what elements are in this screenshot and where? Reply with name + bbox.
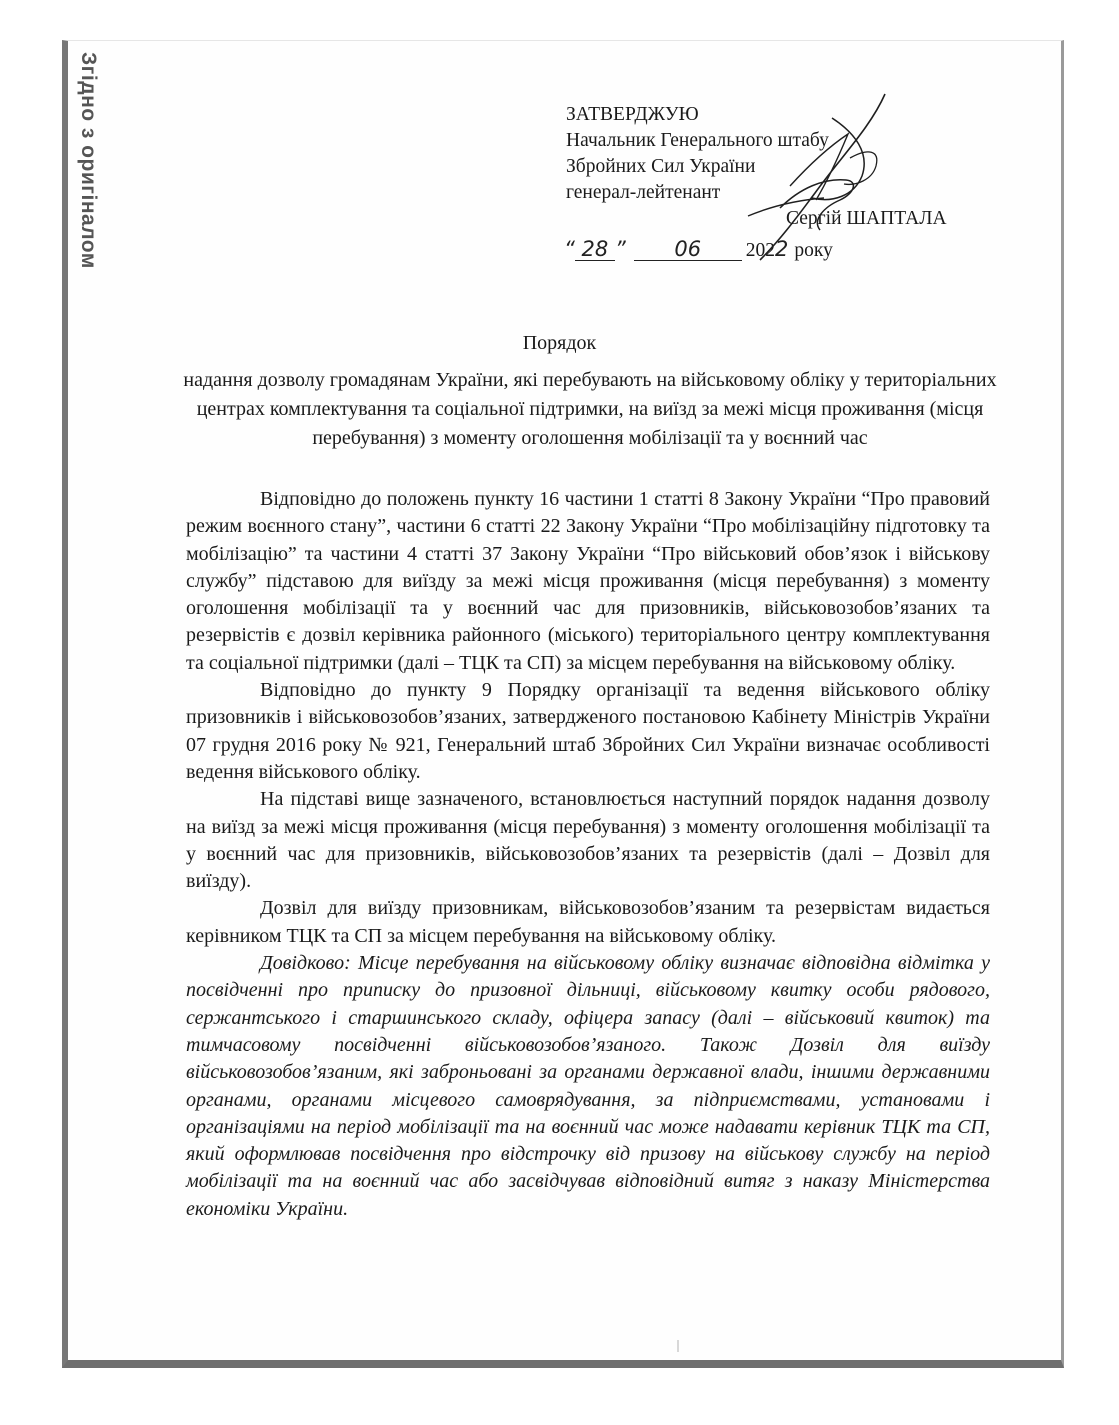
date-close-quote: ”	[614, 237, 626, 261]
approval-position-line-1: Начальник Генерального штабу	[566, 130, 829, 151]
date-month: 06	[634, 238, 742, 261]
date-year-prefix: 202	[745, 240, 776, 261]
date-suffix: року	[794, 240, 833, 261]
scan-mark	[677, 1340, 679, 1352]
document-subtitle: надання дозволу громадянам України, які перебувають на військовому обліку у територіальних центрах комплектування та соціальної підтримки, на виїзд за межі місця проживання (місця перебування) з моменту оголошення мобілізації та у воєнний час	[183, 369, 997, 449]
approval-rank: генерал-лейтенант	[566, 182, 721, 203]
paragraph: На підставі вище зазначеного, встановлюється наступний порядок надання дозволу на виїзд за межі місця проживання (місця перебування) з моменту оголошення мобілізації та у воєнний час для призовників, військовозобов’язаних та резервістів (далі – Дозвіл для виїзду).	[186, 788, 990, 893]
paragraph: Відповідно до положень пункту 16 частини 1 статті 8 Закону України “Про правовий режим воєнного стану”, частини 6 статті 22 Закону України “Про мобілізаційну підготовку та мобілізацію” та частини 4 статті 37 Закону України “Про військовий обов’язок і військову службу” підставою для виїзду за межі місця проживання (місця перебування) з моменту оголошення мобілізації та у воєнний час для призовників, військовозобов’язаних та резервістів є дозвіл керівника районного (міського) територіального центру комплектування та соціальної підтримки (далі – ТЦК та СП) за місцем перебування на військовому обліку.	[186, 488, 990, 674]
document-body	[186, 486, 990, 1223]
document-title: Порядок	[522, 332, 597, 354]
approval-header: ЗАТВЕРДЖУЮ	[566, 104, 699, 125]
stamp-text: Згідно з оригіналом	[77, 52, 100, 269]
date-year-last-digit: 2	[775, 237, 789, 261]
paragraph: Відповідно до пункту 9 Порядку організації та ведення військового обліку призовників і військовозобов’язаних, затвердженого постановою Кабінету Міністрів України 07 грудня 2016 року № 921, Генеральний штаб Збройних Сил України визначає особливості ведення військового обліку.	[186, 679, 990, 783]
signatory-name: Сергій ШАПТАЛА	[786, 208, 947, 229]
date-day: 28	[575, 238, 615, 261]
handwritten-signature	[720, 88, 920, 278]
date-open-quote: “	[564, 237, 575, 261]
paragraph: Дозвіл для виїзду призовникам, військовозобов’язаним та резервістам видається керівником ТЦК та СП за місцем перебування на військовому обліку.	[186, 897, 990, 947]
approval-position-line-2: Збройних Сил України	[566, 156, 756, 177]
certification-stamp	[64, 52, 108, 322]
reference-note-paragraph: Довідково: Місце перебування на військовому обліку визначає відповідна відмітка у посвідченні про приписку до призовної дільниці, військовому квитку особи рядового, сержантського і старшинського складу, офіцера запасу (далі – військовий квиток) та тимчасовому посвідченні військовозобов’язаного. Також Дозвіл для виїзду військовозобов’язаним, які заброньовані за органами державної влади, іншими державними органами, органами місцевого самоврядування, за підприємствами, установами і організаціями на період мобілізації та на воєнний час може надавати керівник ТЦК та СП, який оформлював посвідчення про відстрочку від призову на військову службу на період мобілізації та на воєнний час або засвідчував відповідний витяг з наказу Міністерства економіки України.	[186, 952, 990, 1220]
